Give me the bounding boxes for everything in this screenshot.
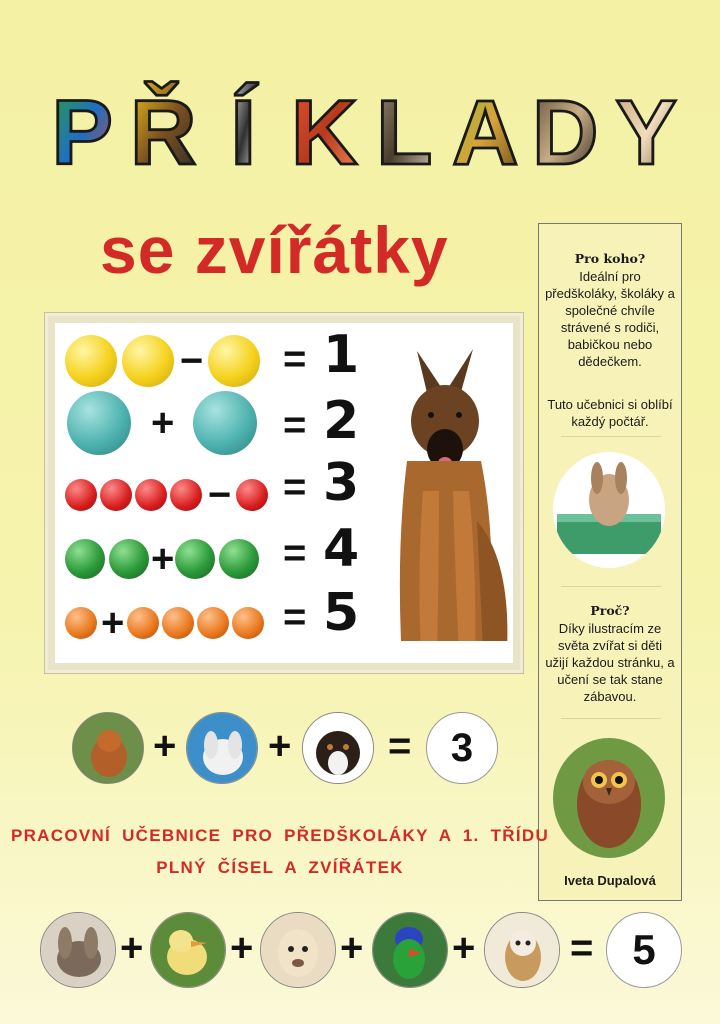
minus-sign: − — [180, 339, 204, 383]
plus-sign: + — [452, 926, 476, 970]
equals-sign: = — [283, 595, 307, 639]
tagline-line-1: PRACOVNÍ UČEBNICE PRO PŘEDŠKOLÁKY A 1. TŘÍDU — [10, 826, 550, 845]
title-letter-text: P — [51, 82, 113, 174]
plus-sign: + — [101, 601, 125, 645]
rabbit-photo — [40, 912, 116, 988]
panel-divider — [561, 436, 661, 437]
answer-circle: 5 — [606, 912, 682, 988]
plus-sign: + — [151, 401, 175, 445]
author-name: Iveta Dupalová — [564, 873, 656, 888]
title-letter-text: Y — [615, 82, 677, 174]
rabbit-photo — [186, 712, 258, 784]
yellow-ball — [65, 335, 117, 387]
tagline-line-2: PLNÝ ČÍSEL A ZVÍŘÁTEK — [156, 858, 404, 877]
panel-heading-who: Pro koho? — [574, 251, 646, 266]
red-ball — [65, 479, 97, 511]
title-letters — [44, 74, 684, 174]
yellow-ball — [208, 335, 260, 387]
equation-row-1 — [65, 331, 260, 391]
equation-row-5 — [65, 593, 264, 653]
orange-ball — [197, 607, 229, 639]
owl-photo — [553, 738, 665, 858]
result-1: 1 — [323, 325, 360, 385]
green-ball — [65, 539, 105, 579]
rabbit-photo — [553, 452, 665, 568]
orange-ball — [232, 607, 264, 639]
green-ball — [219, 539, 259, 579]
title-letter — [608, 74, 685, 174]
title-letter-text: K — [290, 82, 357, 174]
panel-divider — [561, 718, 661, 719]
answer-circle: 3 — [426, 712, 498, 784]
title-letter-text: Í — [230, 82, 257, 174]
puppy-photo — [302, 712, 374, 784]
equals-sign: = — [283, 403, 307, 447]
dog-illustration — [377, 341, 513, 663]
subtitle: se zvířátky — [100, 213, 449, 287]
alpaca-photo — [260, 912, 336, 988]
panel-text-who: Ideální pro předškoláky, školáky a společné chvíle strávené s rodiči, babičkou nebo dědečkem. — [545, 269, 675, 369]
title-letter — [447, 74, 524, 174]
result-2: 2 — [323, 391, 360, 451]
result-4: 4 — [323, 519, 360, 579]
lorikeet-photo — [372, 912, 448, 988]
red-ball — [236, 479, 268, 511]
orange-ball — [65, 607, 97, 639]
plus-sign: + — [268, 724, 292, 768]
title-letter-text: Ř — [129, 82, 196, 174]
equals-sign: = — [570, 926, 594, 970]
green-ball — [109, 539, 149, 579]
title-letter-text: D — [532, 82, 599, 174]
title-letter — [527, 74, 604, 174]
title-letter-text: A — [451, 82, 518, 174]
board-inner — [55, 323, 513, 663]
red-ball — [135, 479, 167, 511]
red-ball — [100, 479, 132, 511]
panel-divider — [561, 586, 661, 587]
minus-sign: − — [208, 473, 232, 517]
plus-sign: + — [340, 926, 364, 970]
title-letter-text: L — [376, 82, 433, 174]
orange-ball — [162, 607, 194, 639]
red-ball — [170, 479, 202, 511]
title-letter — [205, 74, 282, 174]
plus-sign: + — [153, 724, 177, 768]
info-panel — [538, 223, 682, 901]
equation-board — [44, 312, 524, 674]
equation-row-4 — [65, 529, 259, 589]
orange-ball — [127, 607, 159, 639]
equals-sign: = — [283, 531, 307, 575]
result-5: 5 — [323, 583, 360, 643]
equals-sign: = — [388, 724, 412, 768]
title-letter — [44, 74, 121, 174]
equals-sign: = — [283, 465, 307, 509]
teal-ball — [67, 391, 131, 455]
equation-row-2 — [65, 393, 257, 453]
result-3: 3 — [323, 453, 360, 513]
yellow-ball — [122, 335, 174, 387]
panel-text-why: Díky ilustracím ze světa zvířat si děti užijí každou stránku, a učení se tak stane zábavou. — [545, 621, 675, 704]
duckling-photo — [150, 912, 226, 988]
plus-sign: + — [120, 926, 144, 970]
barn-owl-photo — [484, 912, 560, 988]
panel-text-favourite: Tuto učebnici si oblíbí každý počtář. — [547, 397, 673, 429]
equation-row-3 — [65, 465, 268, 525]
panel-heading-why: Proč? — [590, 603, 630, 618]
equals-sign: = — [283, 337, 307, 381]
plus-sign: + — [230, 926, 254, 970]
plus-sign: + — [151, 537, 175, 581]
title-letter — [125, 74, 202, 174]
title-letter — [286, 74, 363, 174]
teal-ball — [193, 391, 257, 455]
green-ball — [175, 539, 215, 579]
squirrel-photo — [72, 712, 144, 784]
title-letter — [366, 74, 443, 174]
